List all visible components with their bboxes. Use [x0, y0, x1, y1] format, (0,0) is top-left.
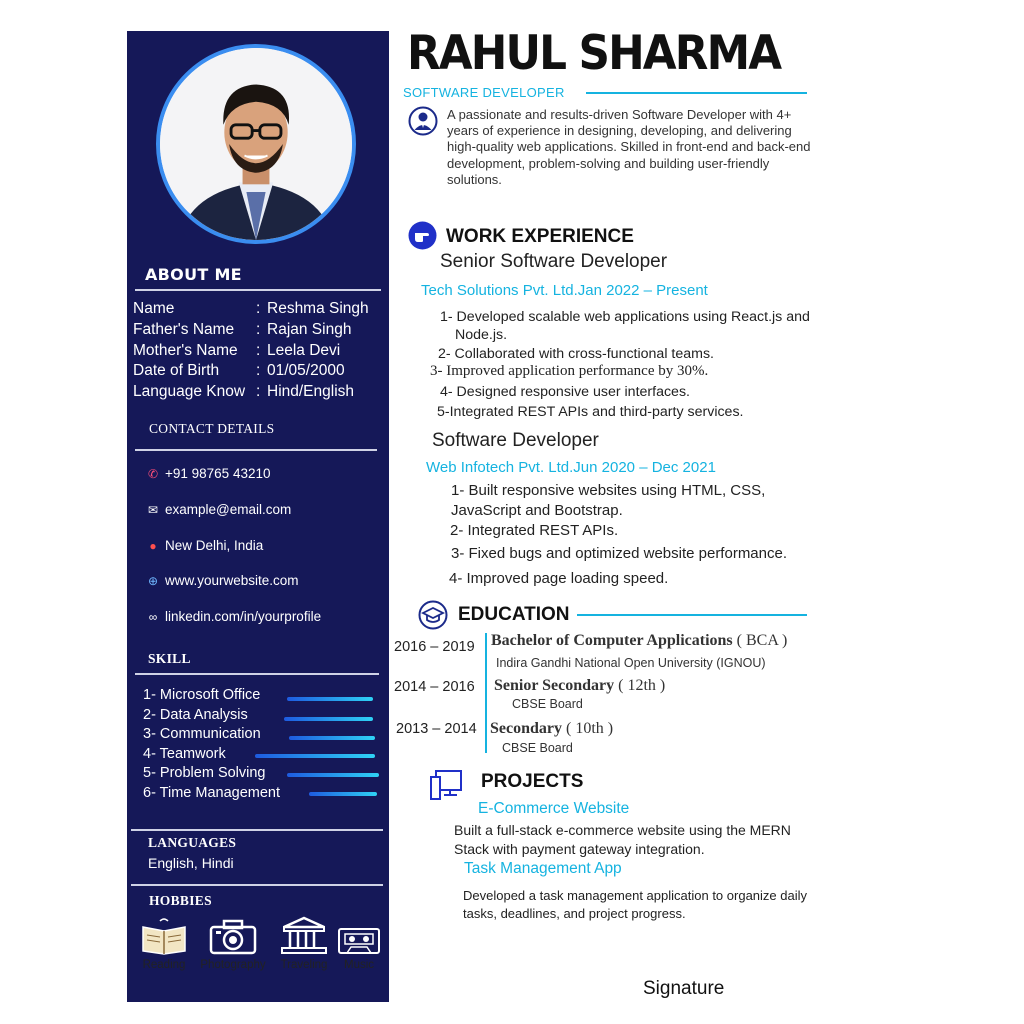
about-separator: :	[256, 321, 261, 338]
divider	[131, 884, 383, 886]
about-value: 01/05/2000	[267, 362, 345, 379]
hobby-label: Reading	[142, 959, 186, 971]
linkedin-text: linkedin.com/in/yourprofile	[165, 609, 322, 624]
email-text: example@email.com	[165, 502, 292, 517]
skill-item: 2- Data Analysis	[143, 707, 248, 723]
about-label: Date of Birth	[133, 362, 220, 379]
skill-item: 5- Problem Solving	[143, 765, 266, 781]
languages-heading: LANGUAGES	[148, 835, 237, 850]
profile-summary: A passionate and results-driven Software Developer with 4+ years of experience in designing, developing, and delivering high-quality web applications. Skilled in front-end and back-end development, problem-solving and building user-friendly solutions.	[447, 107, 811, 187]
about-label: Father's Name	[133, 321, 235, 338]
person-avatar-icon	[160, 48, 352, 240]
education-heading: EDUCATION	[458, 604, 570, 625]
about-label: Language Know	[133, 383, 246, 400]
hobby-traveling	[274, 915, 334, 971]
skill-bar	[287, 773, 379, 777]
divider	[586, 92, 807, 94]
divider	[135, 449, 377, 451]
about-separator: :	[256, 383, 261, 400]
skill-item: 4- Teamwork	[143, 746, 226, 762]
edu-degree	[490, 720, 613, 738]
edu-years: 2016 – 2019	[394, 639, 475, 655]
skill-bar	[255, 754, 375, 758]
skill-heading: SKILL	[148, 651, 191, 666]
work-heading: WORK EXPERIENCE	[446, 226, 634, 247]
job-bullet: 1- Built responsive websites using HTML, CSS, JavaScript and Bootstrap.	[451, 482, 766, 519]
edu-years: 2013 – 2014	[396, 721, 477, 737]
pointing-hand-icon	[408, 221, 437, 250]
job-company: Tech Solutions Pvt. Ltd.Jan 2022 – Present	[421, 282, 708, 299]
location-text: New Delhi, India	[165, 538, 264, 553]
job-bullet: 4- Improved page loading speed.	[449, 570, 669, 587]
graduation-cap-icon	[418, 600, 448, 630]
globe-icon: ⊕	[147, 573, 159, 588]
project-desc: Developed a task management application to organize daily tasks, deadlines, and project progress.	[463, 888, 807, 921]
hobby-label: Traveling	[280, 959, 328, 971]
languages-value: English, Hindi	[148, 855, 234, 871]
monument-icon	[280, 915, 328, 955]
hobby-reading	[134, 915, 194, 971]
website-text: www.yourwebsite.com	[165, 573, 299, 588]
divider	[577, 614, 807, 616]
edu-degree-extra: ( 12th )	[618, 677, 666, 694]
job-company: Web Infotech Pvt. Ltd.Jun 2020 – Dec 2021	[426, 459, 716, 476]
job-bullet: 4- Designed responsive user interfaces.	[440, 384, 690, 400]
profile-user-icon	[408, 106, 438, 136]
divider	[135, 289, 381, 291]
edu-school: Indira Gandhi National Open University (IGNOU)	[496, 656, 766, 670]
skill-bar	[284, 717, 373, 721]
monitor-icon	[429, 769, 463, 801]
edu-years: 2014 – 2016	[394, 679, 475, 695]
hobby-label: Music	[343, 959, 375, 971]
contact-website[interactable]	[145, 573, 299, 588]
about-value: Hind/English	[267, 383, 355, 400]
about-value: Reshma Singh	[267, 300, 369, 317]
project-desc: Built a full-stack e-commerce website using the MERN Stack with payment gateway integration.	[454, 822, 791, 857]
skill-item: 6- Time Management	[143, 785, 281, 801]
hobby-photography	[200, 915, 266, 971]
job-bullet: 2- Integrated REST APIs.	[450, 522, 619, 539]
edu-degree-text: Senior Secondary	[494, 677, 615, 694]
signature-label: Signature	[643, 978, 725, 999]
edu-degree-extra: ( 10th )	[566, 720, 614, 737]
job-bullet: 5-Integrated REST APIs and third-party services.	[437, 404, 744, 420]
job-bullet: 3- Fixed bugs and optimized website performance.	[451, 545, 788, 562]
contact-linkedin[interactable]	[145, 609, 321, 624]
job-bullet: 3- Improved application performance by 30%.	[430, 363, 709, 379]
profile-photo	[156, 44, 356, 244]
hobby-label: Photography	[200, 959, 266, 971]
contact-phone[interactable]	[145, 466, 270, 481]
divider	[131, 829, 383, 831]
about-label: Name	[133, 300, 175, 317]
contact-heading: CONTACT DETAILS	[149, 421, 275, 436]
job-title: Software Developer	[432, 430, 599, 451]
about-separator: :	[256, 300, 261, 317]
edu-school: CBSE Board	[502, 741, 573, 755]
about-separator: :	[256, 362, 261, 379]
contact-location	[145, 538, 263, 553]
job-title: Senior Software Developer	[440, 251, 668, 272]
candidate-role: SOFTWARE DEVELOPER	[403, 85, 565, 100]
edu-degree	[491, 632, 787, 650]
about-separator: :	[256, 342, 261, 359]
hobby-music	[329, 915, 389, 971]
job-bullet: 1- Developed scalable web applications using React.js and Node.js.	[440, 309, 810, 343]
skill-item: 3- Communication	[143, 726, 261, 742]
skill-bar	[309, 792, 377, 796]
sidebar	[127, 31, 389, 1002]
location-pin-icon: ●	[149, 538, 157, 553]
about-heading: ABOUT ME	[145, 265, 242, 284]
timeline-line	[485, 633, 487, 753]
divider	[135, 673, 379, 675]
projects-heading: PROJECTS	[481, 771, 584, 792]
candidate-name: RAHUL SHARMA	[407, 26, 781, 81]
about-label: Mother's Name	[133, 342, 238, 359]
about-value: Leela Devi	[267, 342, 341, 359]
skill-bar	[287, 697, 373, 701]
contact-email[interactable]	[145, 502, 291, 517]
edu-degree-text: Secondary	[490, 720, 562, 737]
edu-school: CBSE Board	[512, 697, 583, 711]
job-bullet: 2- Collaborated with cross-functional teams.	[438, 346, 714, 362]
phone-icon: ✆	[147, 466, 159, 481]
edu-degree-text: Bachelor of Computer Applications	[491, 632, 733, 649]
about-value: Rajan Singh	[267, 321, 352, 338]
project-title: Task Management App	[464, 860, 622, 877]
skill-bar	[289, 736, 375, 740]
cassette-icon	[335, 915, 383, 955]
link-icon: ∞	[148, 609, 158, 624]
phone-text: +91 98765 43210	[165, 466, 271, 481]
edu-degree-extra: ( BCA )	[736, 632, 788, 649]
skill-item: 1- Microsoft Office	[143, 687, 261, 703]
edu-degree	[494, 677, 665, 695]
camera-icon	[208, 915, 258, 955]
mail-icon: ✉	[147, 502, 159, 517]
hobbies-heading: HOBBIES	[149, 893, 212, 908]
book-icon	[140, 915, 188, 955]
project-title: E-Commerce Website	[478, 800, 630, 817]
